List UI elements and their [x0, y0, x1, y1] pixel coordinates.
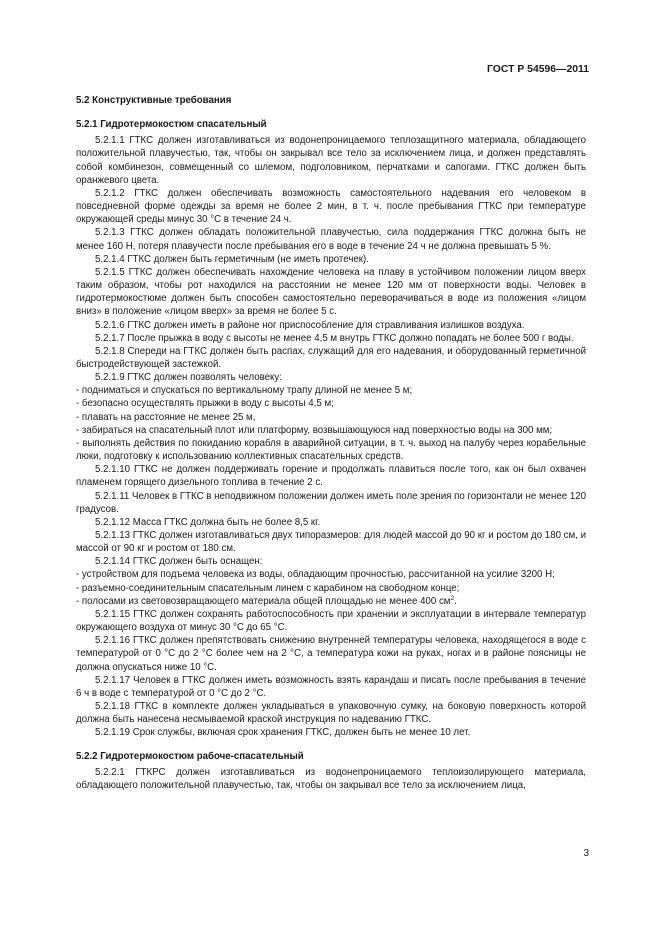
paragraph: 5.2.1.7 После прыжка в воду с высоты не менее 4,5 м внутрь ГТКС должно попадать не более 500 г воды. [95, 332, 574, 344]
subsection-title: 5.2.2 Гидротермокостюм рабоче-спасательный [76, 750, 304, 762]
paragraph: 5.2.1.11 Человек в ГТКС в неподвижном положении должен иметь поле зрения по горизонтали не менее 120 градусов. [76, 490, 586, 515]
page-number: 3 [583, 848, 589, 859]
paragraph: 5.2.1.15 ГТКС должен сохранять работоспособность при хранении и эксплуатации в интервале температур окружающего воздуха от минус 30 °С до 65 °С. [76, 608, 586, 634]
document-body [76, 94, 586, 792]
paragraph: 5.2.1.10 ГТКС не должен поддерживать горение и продолжать плавиться после того, как он был охвачен пламенем горящего дизельного топлива в течение 2 с. [76, 464, 586, 489]
paragraph: 5.2.1.1 ГТКС должен изготавливаться из водонепроницаемого теплозащитного материала, обладающего положительной плавучестью, так, чтобы он закрывал все тело за исключением лица, и должен представлять собой комбинезон, совмещенный со шлемом, подголовником, перчатками и сапогами. ГТКС должен быть оранжевого цвета. [76, 135, 586, 186]
paragraph: 5.2.1.6 ГТКС должен иметь в районе ног приспособление для стравливания излишков воздуха. [95, 319, 525, 331]
paragraph: 5.2.1.16 ГТКС должен препятствовать снижению внутренней температуры человека, находящегося в воде с температурой от 0 °С до 2 °С более чем на 2 °С, а температура кожи на руках, ногах и в районе поясницы не должна опускаться ниже 10 °С. [76, 635, 586, 673]
list-item-text: - полосами из световозвращающего материала общей площадью не менее 400 см [76, 595, 451, 607]
list-item: - безопасно осуществлять прыжки в воду с высоты 4,5 м; [76, 398, 334, 410]
subsection-title: 5.2.1 Гидротермокостюм спасательный [76, 119, 267, 131]
standard-code: ГОСТ Р 54596—2011 [487, 64, 589, 75]
paragraph: 5.2.1.19 Срок службы, включая срок хранения ГТКС, должен быть не менее 10 лет. [95, 727, 471, 739]
paragraph: 5.2.1.9 ГТКС должен позволять человеку: [95, 372, 282, 384]
list-item: - плавать на расстояние не менее 25 м, [76, 411, 256, 423]
list-item: - забираться на спасательный плот или платформу, возвышающуюся над поверхностью воды на 300 мм; [76, 424, 553, 436]
paragraph: 5.2.1.12 Масса ГТКС должна быть не более 8,5 кг. [95, 516, 321, 528]
list-item-end: . [454, 595, 457, 607]
paragraph: 5.2.1.14 ГТКС должен быть оснащен: [95, 556, 263, 568]
list-item: - выполнять действия по покиданию корабля в аварийной ситуации, в т. ч. выход на палубу через корабельные люки, подготовку к использованию коллективных спасательных средств. [76, 437, 586, 463]
paragraph: 5.2.1.13 ГТКС должен изготавливаться двух типоразмеров: для людей массой до 90 кг и ростом до 180 см, и массой от 90 кг и ростом от 180 см. [76, 530, 586, 555]
paragraph: 5.2.2.1 ГТКРС должен изготавливаться из водонепроницаемого теплоизолирующего материала, обладающего положительной плавучестью, так, чтобы он закрывал все тело за исключением лица, [76, 766, 586, 791]
list-item: - разъемно-соединительным спасательным линем с карабином на свободном конце; [76, 582, 460, 594]
paragraph: 5.2.1.2 ГТКС должен обеспечивать возможность самостоятельного надевания его человеком в повседневной форме одежды за время не более 2 мин, в т. ч. после пребывания ГТКС при температуре окружающей среды минус 30 °С в течение 24 ч. [76, 187, 586, 226]
paragraph: 5.2.1.8 Спереди на ГТКС должен быть распах, служащий для его надевания, и оборудованный герметичной быстродействующей застежкой. [76, 345, 586, 370]
list-item: - устройством для подъема человека из воды, обладающим прочностью, рассчитанной на усилие 3200 Н; [76, 569, 555, 581]
superscript: 2 [450, 594, 455, 602]
list-item [76, 595, 586, 608]
paragraph: 5.2.1.5 ГТКС должен обеспечивать нахождение человека на плаву в устойчивом положении лицом вверх таким образом, чтобы рот находился на расстоянии не менее 120 мм от поверхности воды. Человек в гидротермокостюме должен быть способен самостоятельно переворачиваться в воде из положения «лицом вниз» в положение «лицом вверх» за время не более 5 с. [76, 266, 586, 318]
paragraph: 5.2.1.18 ГТКС в комплекте должен укладываться в упаковочную сумку, на боковую поверхность которой должна быть нанесена несмываемой краской инструкция по надеванию ГТКС. [76, 701, 586, 726]
paragraph: 5.2.1.3 ГТКС должен обладать положительной плавучестью, сила поддержания ГТКС должна быть не менее 160 Н, потеря плавучести после пребывания его в воде в течение 24 ч не должна превышать 5 %. [76, 227, 586, 252]
paragraph: 5.2.1.4 ГТКС должен быть герметичным (не иметь протечек). [95, 253, 369, 265]
list-item: - подниматься и спускаться по вертикальному трапу длиной не менее 5 м; [76, 385, 413, 397]
paragraph: 5.2.1.17 Человек в ГТКС должен иметь возможность взять карандаш и писать после пребывания в течение 6 ч в воде с температурой от 0 °С до 2 °С. [76, 674, 586, 699]
section-title: 5.2 Конструктивные требования [76, 95, 232, 106]
